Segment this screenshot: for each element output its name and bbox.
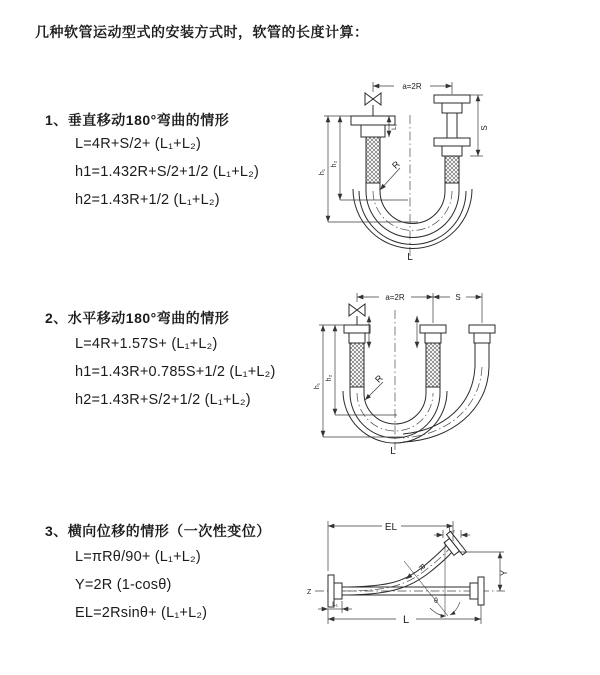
radius-label: R: [373, 373, 385, 385]
left-pipe-assembly: [351, 93, 395, 191]
page-title: 几种软管运动型式的安装方式时，软管的长度计算：: [35, 24, 369, 40]
flange: [420, 325, 446, 333]
dimension-s: [470, 95, 489, 156]
section-1-heading: 1、垂直移动180°弯曲的情形: [45, 112, 230, 128]
formula-line: L=4R+S/2+ (L₁+L₂): [75, 136, 201, 152]
flange-hub: [470, 583, 478, 599]
dim-label-a2r: a=2R: [385, 293, 405, 302]
flange: [434, 95, 470, 103]
angle-theta-label: θ: [434, 598, 438, 605]
flange: [351, 116, 395, 125]
braided-hose: [445, 156, 459, 183]
dim-label-l: L: [402, 614, 410, 626]
dim-label-l2: L₂: [448, 527, 456, 534]
radius-callout: [365, 373, 385, 400]
radius-callout: [380, 159, 402, 190]
left-pipe-assembly: [344, 325, 370, 393]
fitting-length-ticks: [369, 316, 417, 348]
flange-hub: [442, 146, 462, 156]
dimension-a2r: [357, 293, 482, 323]
flange: [469, 325, 495, 333]
dimension-l: [328, 605, 481, 626]
formula-line: h2=1.43R+1/2 (L₁+L₂): [75, 192, 220, 208]
section-3-heading: 3、横向位移的情形（一次性变位）: [45, 523, 271, 539]
flange-hub: [349, 333, 365, 343]
dim-label-s: S: [480, 125, 489, 131]
hose-u-bend: [353, 189, 472, 249]
dimension-el: [328, 521, 453, 571]
dim-label-y: Y: [499, 569, 509, 577]
flange-hub: [361, 125, 385, 137]
braided-hose: [366, 137, 380, 183]
dimension-a2r: [373, 82, 452, 94]
braided-hose: [350, 343, 364, 387]
dimension-l1: [318, 601, 352, 613]
radius-label: R: [390, 159, 402, 171]
dim-label-l1: L₁: [332, 601, 338, 608]
dimension-s: [433, 293, 482, 302]
right-pipe-assembly: [434, 95, 470, 191]
formula-line: h2=1.43R+S/2+1/2 (L₁+L₂): [75, 392, 251, 408]
length-label: L: [407, 252, 413, 263]
formula-line: L=πRθ/90+ (L₁+L₂): [75, 549, 201, 565]
length-label: L: [390, 446, 396, 457]
right-flange-assembly: [470, 577, 484, 605]
section-2-heading: 2、水平移动180°弯曲的情形: [45, 310, 230, 326]
flange-hub: [474, 333, 490, 343]
datum-z-label: Z: [307, 589, 312, 596]
dim-label-h2: h₂: [331, 160, 338, 168]
braided-hose: [426, 343, 440, 387]
radius-label: R: [416, 562, 428, 573]
flange-hub: [334, 583, 342, 599]
dim-label-h1: h₁: [319, 168, 326, 176]
dim-label-h1: h₁: [314, 382, 321, 390]
diagram-lateral-displacement: [300, 505, 600, 670]
diagram-horizontal-180-bend: [305, 282, 600, 460]
dim-label-el: EL: [384, 522, 398, 533]
middle-pipe-assembly: [420, 325, 446, 393]
diagram-vertical-180-bend: [310, 70, 600, 265]
dim-label-h2: h₂: [326, 374, 333, 382]
dim-label-s: S: [455, 293, 461, 302]
dim-label-l1: L₁: [391, 124, 398, 130]
valve-icon: [365, 93, 381, 105]
flange: [478, 577, 484, 605]
formula-line: L=4R+1.57S+ (L₁+L₂): [75, 336, 218, 352]
valve-icon: [349, 304, 365, 325]
flange-hub: [425, 333, 441, 343]
hose-shifted-position: [403, 367, 489, 442]
hose-displaced-curve: [342, 546, 452, 595]
formula-line: h1=1.43R+0.785S+1/2 (L₁+L₂): [75, 364, 276, 380]
flange-hub: [442, 103, 462, 113]
flange: [344, 325, 370, 333]
dim-label-a2r: a=2R: [402, 82, 422, 91]
formula-line: h1=1.432R+S/2+1/2 (L₁+L₂): [75, 164, 260, 180]
flange: [434, 138, 470, 146]
formula-line: EL=2Rsinθ+ (L₁+L₂): [75, 605, 208, 621]
formula-line: Y=2R (1-cosθ): [75, 577, 172, 593]
shifted-pipe-assembly: [469, 325, 495, 367]
